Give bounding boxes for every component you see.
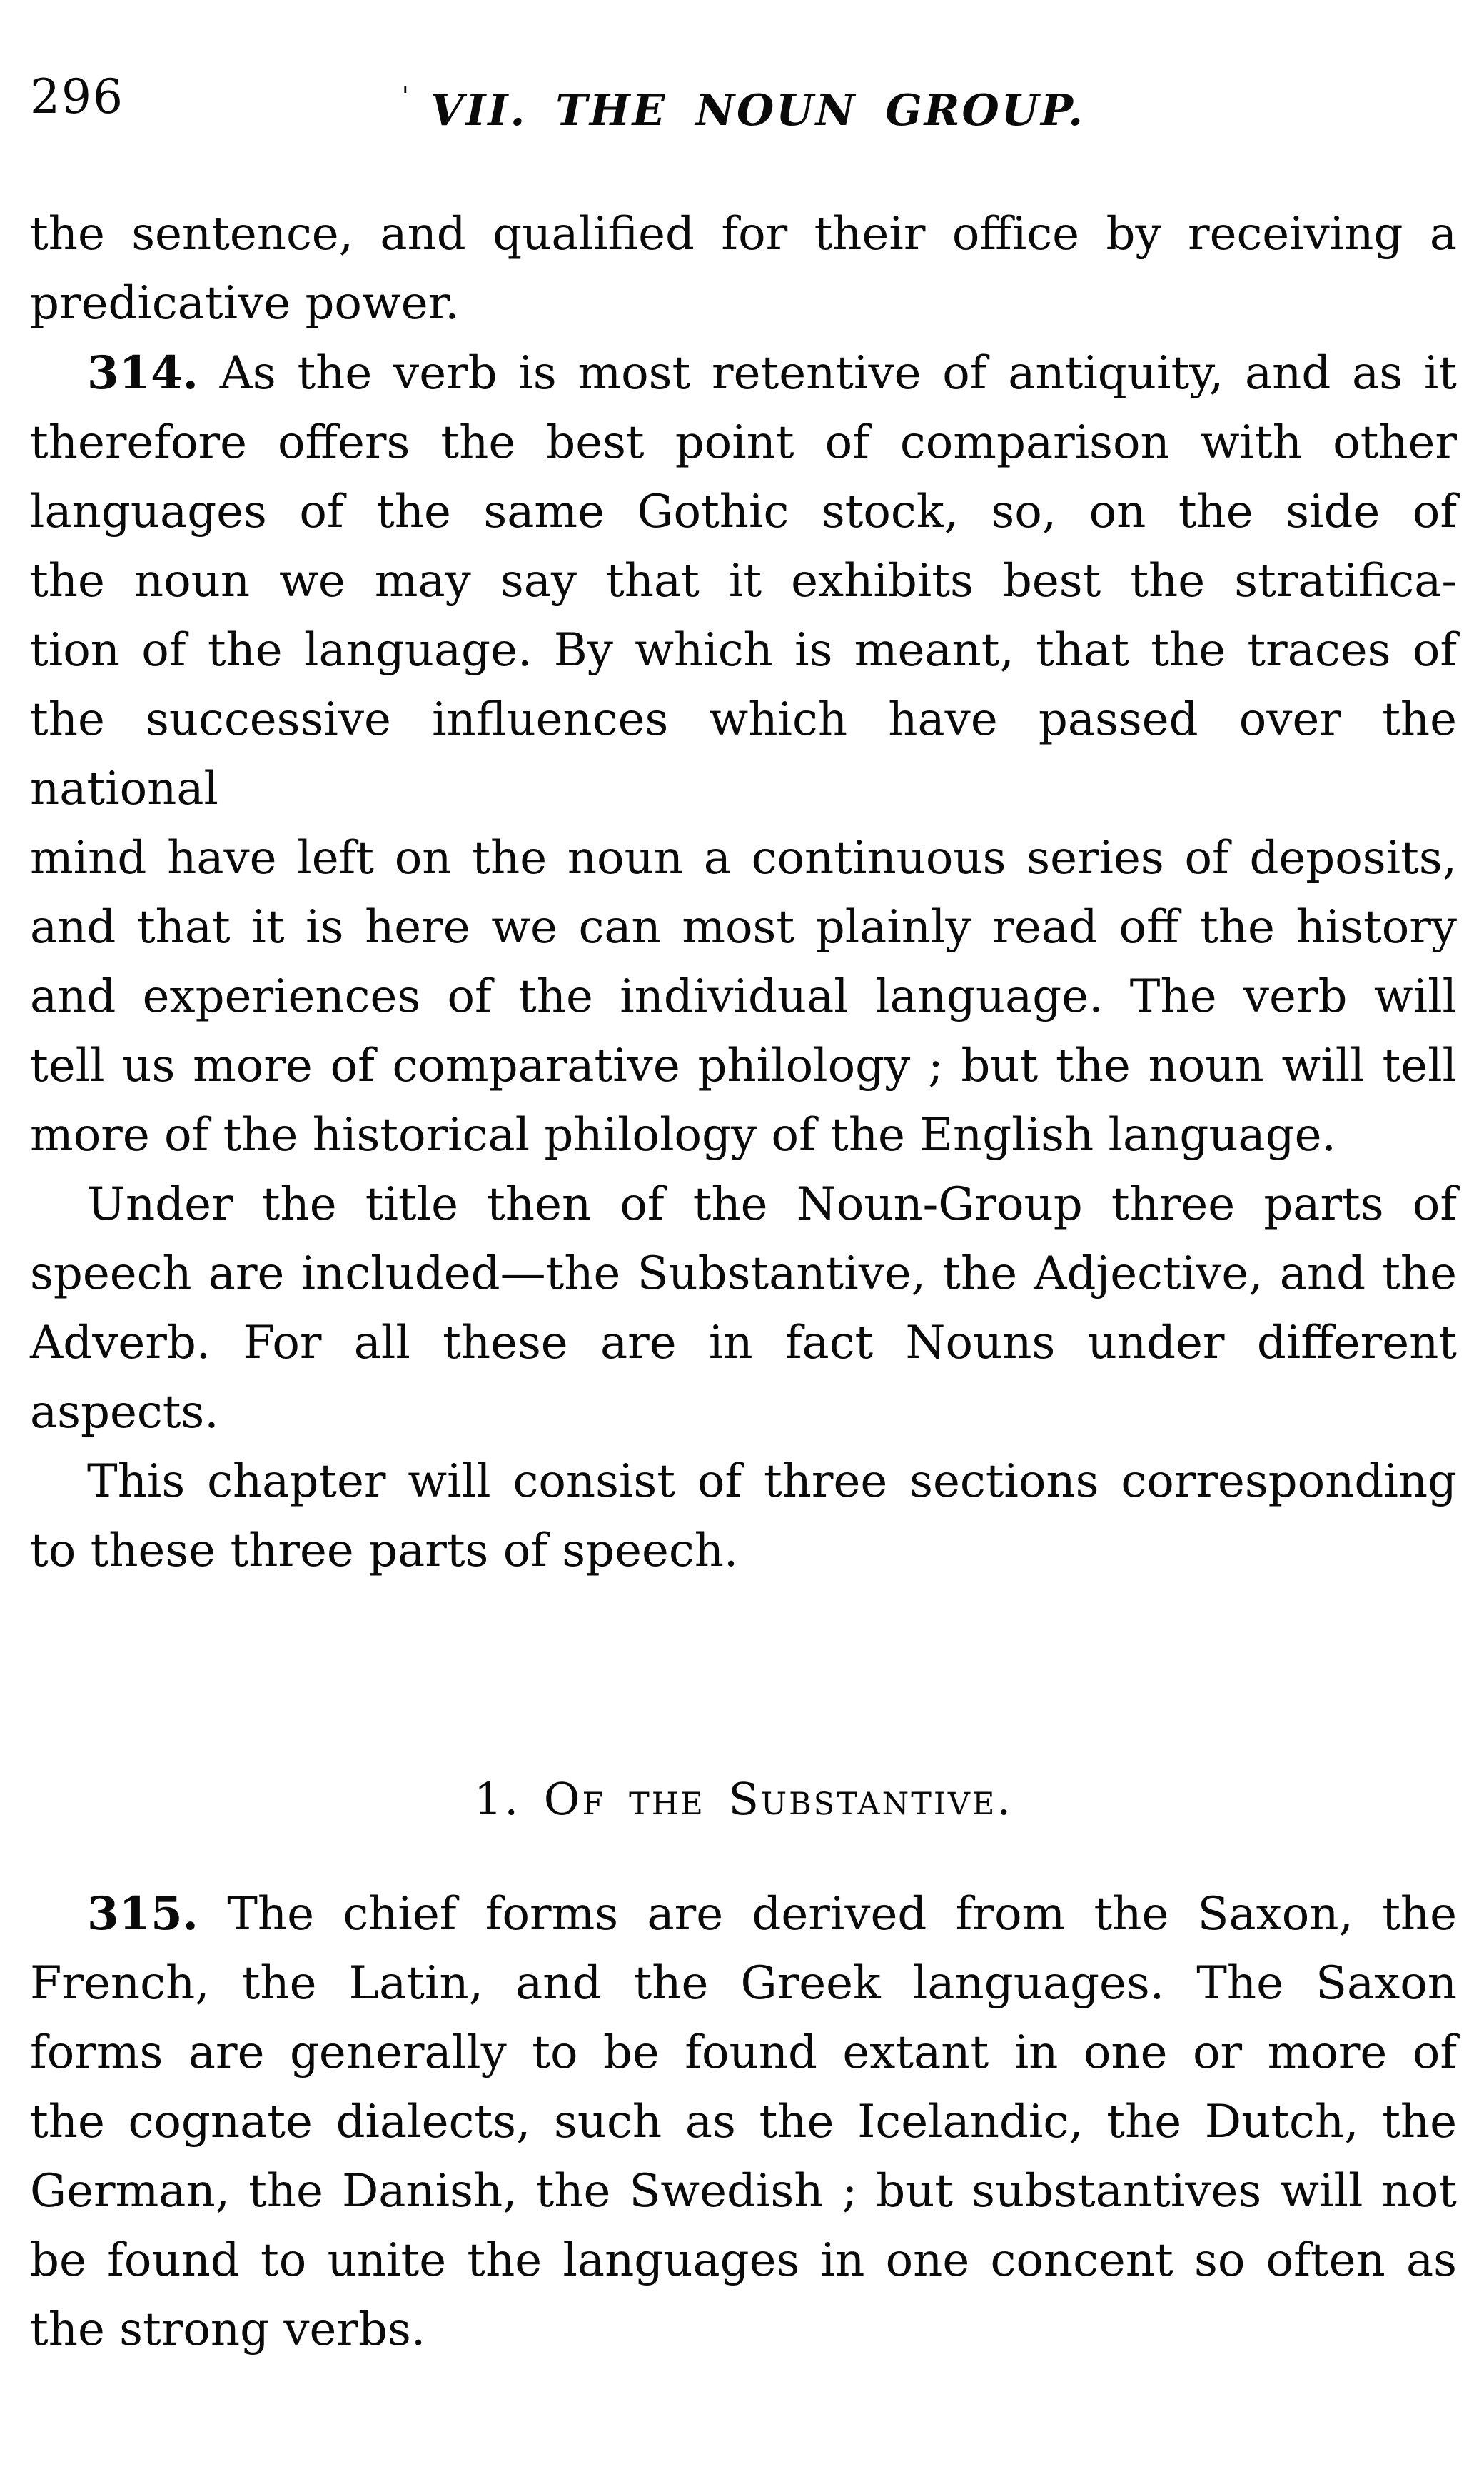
running-head	[30, 69, 1457, 136]
text-line: and that it is here we can most plainly read off the history	[30, 901, 1457, 954]
text-line-rest: The chief forms are derived from the Saxon, the	[198, 1888, 1457, 1941]
paragraph-under-title	[30, 1170, 1457, 1447]
text-line	[30, 1879, 1457, 1949]
section-heading: 1. Of the Substantive.	[473, 1773, 1014, 1825]
text-line: tion of the language. By which is meant, that the traces of	[30, 624, 1457, 677]
section-number: 315.	[87, 1887, 198, 1941]
text-line: Adverb. For all these are in fact Nouns under different	[30, 1317, 1457, 1369]
page-number: 296	[30, 69, 124, 124]
stray-ink-mark: '	[401, 82, 409, 111]
section-number: 314.	[87, 346, 198, 400]
text-line: the sentence, and qualified for their office by receiving a	[30, 208, 1457, 261]
text-line: French, the Latin, and the Greek languages. The Saxon	[30, 1957, 1457, 2010]
text-line: mind have left on the noun a continuous series of deposits,	[30, 832, 1457, 885]
text-line: This chapter will consist of three sections corresponding	[87, 1455, 1457, 1508]
text-line	[30, 338, 1457, 408]
text-block	[30, 200, 1457, 2365]
text-line: tell us more of comparative philology ; but the noun will tell	[30, 1040, 1457, 1092]
text-line: aspects.	[30, 1386, 219, 1439]
text-line-rest: As the verb is most retentive of antiquity, and as it	[198, 347, 1457, 400]
paragraph-314	[30, 338, 1457, 1170]
text-line: and experiences of the individual language. The verb will	[30, 970, 1457, 1023]
paragraph-315	[30, 1879, 1457, 2365]
text-line: more of the historical philology of the English language.	[30, 1109, 1336, 1162]
text-line: forms are generally to be found extant in one or more of	[30, 2026, 1457, 2079]
text-line: the noun we may say that it exhibits best the stratifica-	[30, 555, 1457, 608]
text-line: Under the title then of the Noun-Group three parts of	[87, 1178, 1457, 1231]
text-line: German, the Danish, the Swedish ; but substantives will not	[30, 2165, 1457, 2218]
text-line: the cognate dialects, such as the Icelandic, the Dutch, the	[30, 2096, 1457, 2148]
text-line: to these three parts of speech.	[30, 1524, 739, 1577]
text-line: the strong verbs.	[30, 2303, 426, 2356]
text-line: languages of the same Gothic stock, so, on the side of	[30, 486, 1457, 538]
text-line: therefore offers the best point of comparison with other	[30, 416, 1457, 469]
paragraph-continuation	[30, 200, 1457, 338]
running-title	[402, 69, 1085, 139]
text-line: the successive influences which have passed over the national	[30, 693, 1457, 815]
text-line: speech are included—the Substantive, the Adjective, and the	[30, 1247, 1457, 1300]
running-title-text: VII. THE NOUN GROUP.	[430, 86, 1086, 136]
text-line: be found to unite the languages in one concent so often as	[30, 2234, 1457, 2287]
text-line: predicative power.	[30, 277, 460, 330]
paragraph-this-chapter	[30, 1447, 1457, 1586]
